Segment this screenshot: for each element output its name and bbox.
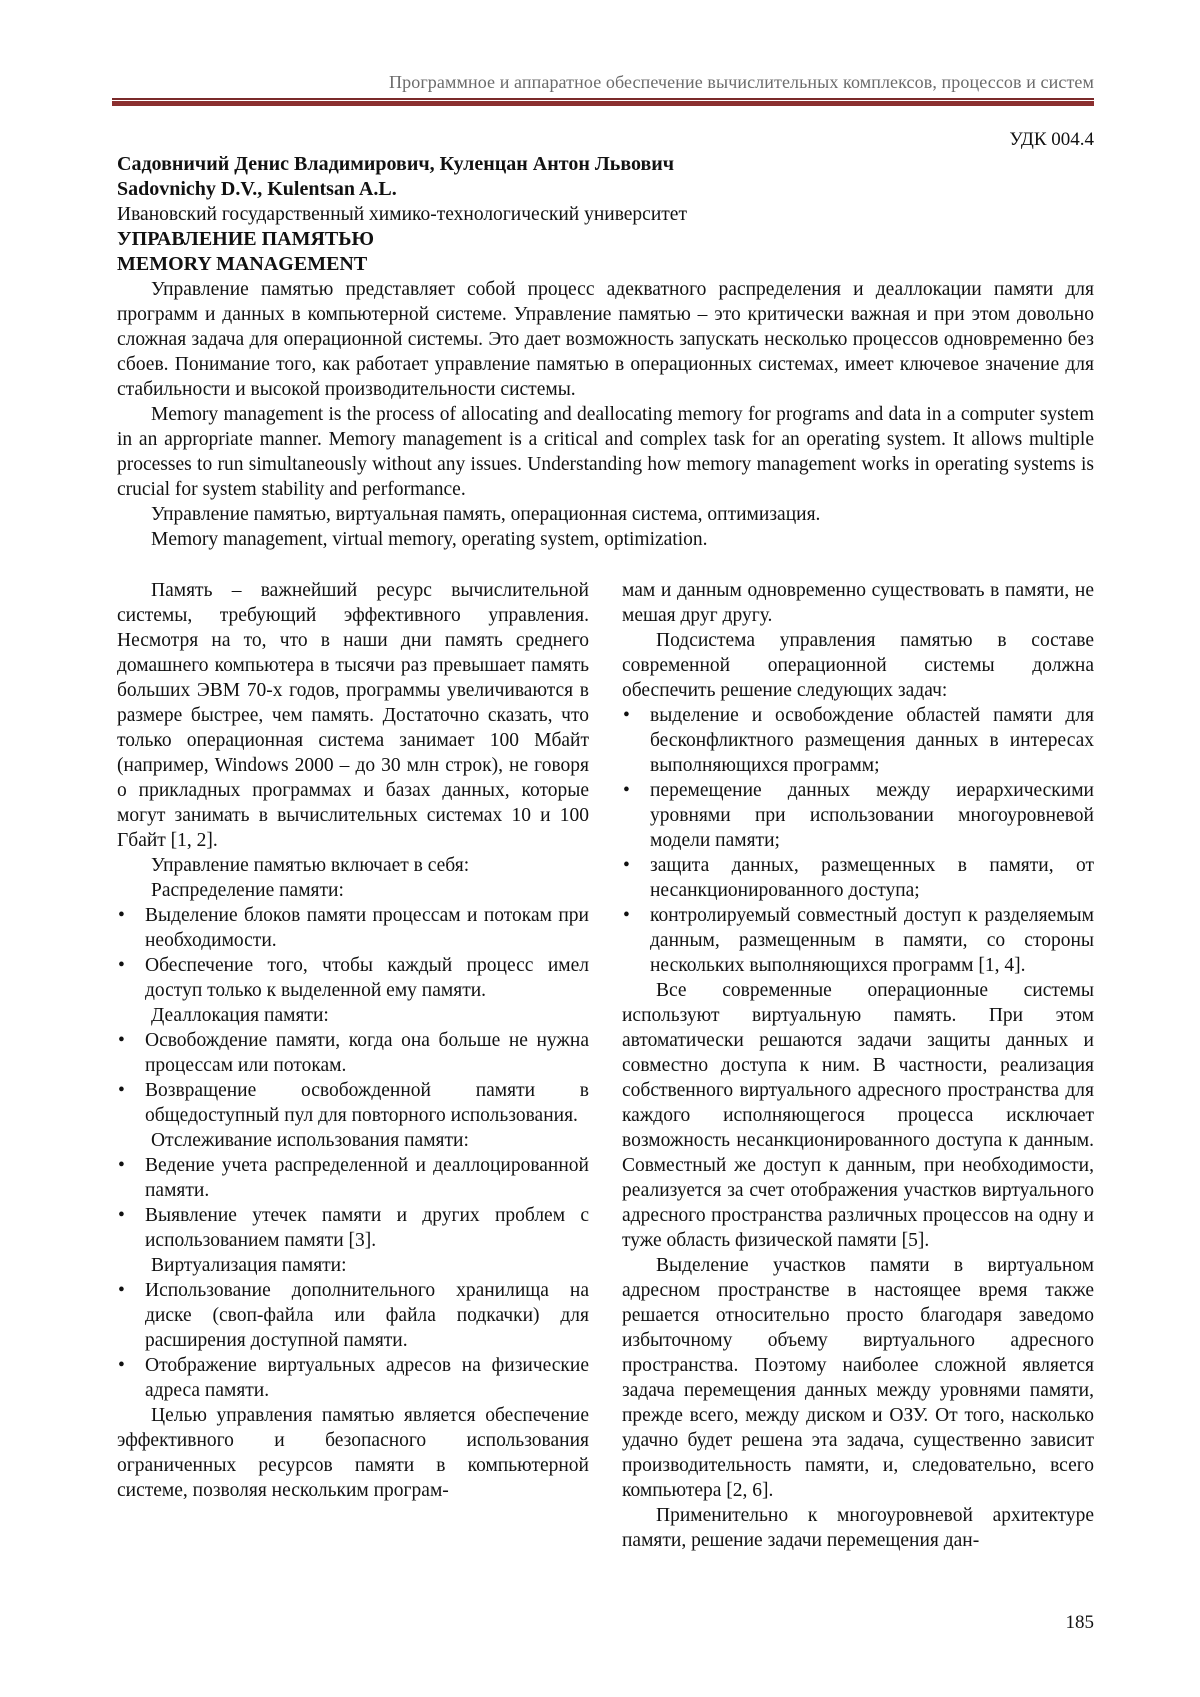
list-item: • Освобождение памяти, когда она больше не нужна процессам или потокам. xyxy=(118,1030,589,1076)
title-ru: УПРАВЛЕНИЕ ПАМЯТЬЮ xyxy=(117,228,375,250)
list-item: • перемещение данных между иерархическими уровнями при использовании многоуровневой модели памяти; xyxy=(623,780,1094,851)
list-item: • Использование дополнительного хранилища на диске (своп-файла или файла подкачки) для расширения доступной памяти. xyxy=(118,1280,589,1351)
keywords-en: Memory management, virtual memory, operating system, optimization. xyxy=(151,529,708,550)
subheading: Отслеживание использования памяти: xyxy=(151,1130,469,1151)
paragraph: Память – важнейший ресурс вычислительной системы, требующий эффективного управления. Несмотря на то, что в наши дни память среднего домашнего компьютера в тысячи раз превышает память больших ЭВМ 70-х годов, программы увеличиваются в размере быстрее, чем память. Достаточно сказать, что только операционная система занимает 100 Мбайт (например, Windows 2000 – до 30 млн строк), не говоря о прикладных программах и базах данных, которые могут занимать в вычислительных системах 10 и 100 Гбайт [1, 2]. xyxy=(117,580,589,851)
affiliation: Ивановский государственный химико-технологический университет xyxy=(117,204,687,225)
header-rule-thick xyxy=(112,101,1094,106)
page-number: 185 xyxy=(1065,1612,1094,1633)
keywords-ru: Управление памятью, виртуальная память, операционная система, оптимизация. xyxy=(151,504,821,525)
paragraph: Управление памятью включает в себя: xyxy=(151,855,470,876)
bullet-icon: • xyxy=(623,855,630,876)
paragraph: Целью управления памятью является обеспечение эффективного и безопасного использования ограниченных ресурсов памяти в компьютерной системе, позволяя нескольким програм- xyxy=(117,1405,589,1501)
bullet-icon: • xyxy=(623,905,630,926)
bullet-icon: • xyxy=(623,780,630,801)
bullet-list xyxy=(622,703,1094,978)
bullet-icon: • xyxy=(118,1030,125,1051)
list-item: • Возвращение освобожденной памяти в общедоступный пул для повторного использования. xyxy=(118,1080,589,1126)
paragraph: Подсистема управления памятью в составе современной операционной системы должна обеспечить решение следующих задач: xyxy=(622,630,1094,701)
list-item: • Обеспечение того, чтобы каждый процесс имел доступ только к выделенной ему памяти. xyxy=(118,955,589,1001)
authors-ru: Садовничий Денис Владимирович, Куленцан Антон Львович xyxy=(117,153,675,175)
list-item: • защита данных, размещенных в памяти, от несанкционированного доступа; xyxy=(623,855,1094,901)
bullet-icon: • xyxy=(118,1155,125,1176)
body-columns xyxy=(117,578,1094,1553)
bullet-list xyxy=(117,903,589,1003)
list-item: • Выделение блоков памяти процессам и потокам при необходимости. xyxy=(118,905,589,951)
left-column xyxy=(117,578,589,1553)
bullet-icon: • xyxy=(118,1280,125,1301)
authors-en: Sadovnichy D.V., Kulentsan A.L. xyxy=(117,178,397,200)
bullet-icon: • xyxy=(118,905,125,926)
paragraph: Все современные операционные системы используют виртуальную память. При этом автоматически решаются задачи защиты данных и совместно доступа к ним. В частности, реализация собственного виртуального адресного пространства для каждого исполняющегося процесса исключает возможность несанкционированного доступа к данным. Совместный же доступ к данным, при необходимости, реализуется за счет отображения участков виртуального адресного пространства различных процессов на одну и туже область физической памяти [5]. xyxy=(622,980,1094,1251)
udk-code: УДК 004.4 xyxy=(1009,129,1094,150)
bullet-list xyxy=(117,1278,589,1403)
header-rule-thin xyxy=(112,98,1094,100)
front-matter xyxy=(117,128,1094,552)
bullet-icon: • xyxy=(118,1355,125,1376)
bullet-icon: • xyxy=(118,1205,125,1226)
subheading: Деаллокация памяти: xyxy=(151,1005,329,1026)
abstract-en: Memory management is the process of allocating and deallocating memory for programs and data in a computer system in an appropriate manner. Memory management is a critical and complex task for an operating system. It allows multiple processes to run simultaneously without any issues. Understanding how memory management works in operating systems is crucial for system stability and performance. xyxy=(117,404,1094,500)
running-title: Программное и аппаратное обеспечение вычислительных комплексов, процессов и систем xyxy=(389,72,1094,92)
list-item: • выделение и освобождение областей памяти для бесконфликтного размещения данных в интересах выполняющихся программ; xyxy=(623,705,1094,776)
list-item: • Ведение учета распределенной и деаллоцированной памяти. xyxy=(118,1155,589,1201)
paragraph: Выделение участков памяти в виртуальном адресном пространстве в настоящее время также решается относительно просто благодаря заведомо избыточному объему виртуального адресного пространства. Поэтому наиболее сложной является задача перемещения данных между уровнями памяти, прежде всего, между диском и ОЗУ. От того, насколько удачно будет решена эта задача, существенно зависит производительность памяти, и, следовательно, всего компьютера [2, 6]. xyxy=(622,1255,1094,1501)
list-item: • Отображение виртуальных адресов на физические адреса памяти. xyxy=(118,1355,589,1401)
subheading: Распределение памяти: xyxy=(151,880,344,901)
subheading: Виртуализация памяти: xyxy=(151,1255,347,1276)
list-item: • контролируемый совместный доступ к разделяемым данным, размещенным в памяти, со стороны нескольких выполняющихся программ [1, 4]. xyxy=(623,905,1094,976)
paragraph: Применительно к многоуровневой архитектуре памяти, решение задачи перемещения дан- xyxy=(622,1505,1094,1551)
list-item: • Выявление утечек памяти и других проблем с использованием памяти [3]. xyxy=(118,1205,589,1251)
bullet-icon: • xyxy=(118,1080,125,1101)
paragraph: мам и данным одновременно существовать в памяти, не мешая друг другу. xyxy=(622,580,1094,626)
abstract xyxy=(117,277,1094,552)
bullet-icon: • xyxy=(118,955,125,976)
right-column xyxy=(622,578,1094,1553)
title-en: MEMORY MANAGEMENT xyxy=(117,253,368,275)
bullet-list xyxy=(117,1153,589,1253)
abstract-ru: Управление памятью представляет собой процесс адекватного распределения и деаллокации памяти для программ и данных в компьютерной системе. Управление памятью – это критически важная и при этом довольно сложная задача для операционной системы. Это дает возможность запускать несколько процессов одновременно без сбоев. Понимание того, как работает управление памятью в операционных системах, имеет ключевое значение для стабильности и высокой производительности системы. xyxy=(117,279,1094,400)
bullet-list xyxy=(117,1028,589,1128)
bullet-icon: • xyxy=(623,705,630,726)
